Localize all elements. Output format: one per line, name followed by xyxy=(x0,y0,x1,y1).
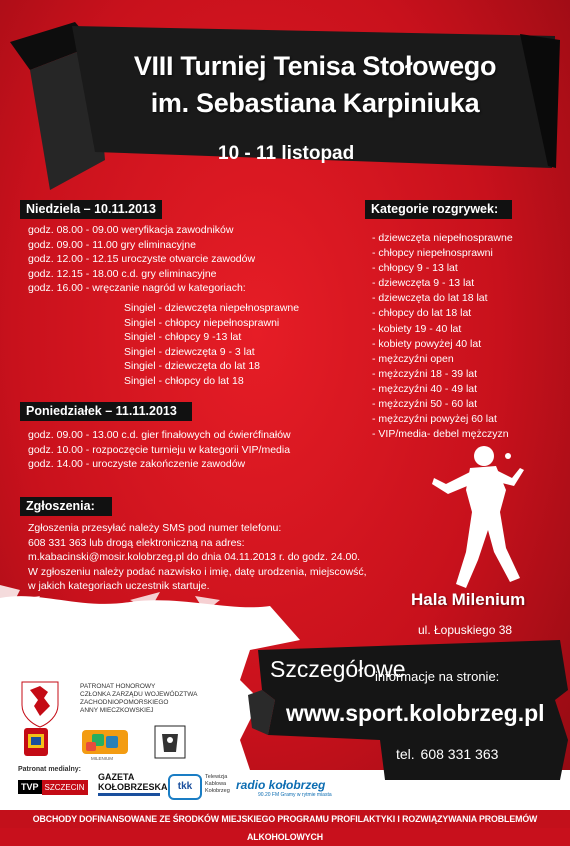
award-categories xyxy=(124,301,299,388)
category-item: - mężczyźni open xyxy=(372,352,454,365)
tvp-city: SZCZECIN xyxy=(42,780,88,795)
sunday-schedule xyxy=(28,223,255,296)
registration-line: W zgłoszeniu należy podać nazwisko i imię, datę urodzenia, miejscowść, xyxy=(28,565,367,578)
patronage-line: ZACHODNIOPOMORSKIEGO xyxy=(80,699,169,706)
award-item: Singiel - chłopcy niepełnosprawni xyxy=(124,316,280,329)
tkk-line: Kołobrzeg xyxy=(205,788,230,794)
venue-address: ul. Łopuskiego 38 xyxy=(418,623,513,637)
registration-line: Zgłoszenia przesyłać należy SMS pod numer telefonu: xyxy=(28,522,282,534)
event-date: 10 - 11 listopad xyxy=(218,143,355,164)
tel-number: 608 331 363 xyxy=(420,746,499,762)
schedule-item: godz. 12.00 - 12.15 uroczyste otwarcie zawodów xyxy=(28,253,256,265)
gazeta-line2: KOŁOBRZESKA xyxy=(98,782,168,792)
award-item: Singiel - dziewczęta do lat 18 xyxy=(124,360,260,372)
footer-banner: OBCHODY DOFINANSOWANE ZE ŚRODKÓW MIEJSKIEGO PROGRAMU PROFILAKTYKI I ROZWIĄZYWANIA PROBLEMÓW ALKOHOLOWYCH xyxy=(0,810,570,828)
kolobrzeg-coat-of-arms xyxy=(24,728,48,756)
gazeta-line1: GAZETA xyxy=(98,772,135,782)
tvp-brand: TVP xyxy=(18,780,42,794)
radio-kolobrzeg-logo: radio kołobrzeg xyxy=(236,778,326,792)
player-silhouette xyxy=(432,446,524,588)
registration-header: Zgłoszenia: xyxy=(20,497,112,516)
category-item: - VIP/media- debel mężczyzn xyxy=(372,428,509,441)
category-item: - kobiety 19 - 40 lat xyxy=(372,322,462,335)
registration-line: 608 331 363 lub drogą elektroniczną na adres: xyxy=(28,536,245,549)
milenium-label: MILENIUM xyxy=(91,756,114,761)
schedule-item: godz. 08.00 - 09.00 weryfikacja zawodników xyxy=(28,224,234,236)
patronage-line: PATRONAT HONOROWY xyxy=(80,683,156,690)
tvp-szczecin-logo xyxy=(18,778,88,796)
registration-line: w jakich kategoriach uczestnik startuje. xyxy=(28,580,210,592)
media-patronage-label: Patronat medialny: xyxy=(18,766,82,773)
award-item: Singiel - chłopcy do lat 18 xyxy=(124,374,244,387)
award-item: Singiel - dziewczęta niepełnosprawne xyxy=(124,302,300,314)
details-prefix: Szczegółowe xyxy=(270,656,406,682)
schedule-item: godz. 09.00 - 11.00 gry eliminacyjne xyxy=(28,238,196,251)
title-line-2: im. Sebastiana Karpiniuka xyxy=(150,88,480,118)
tkk-text xyxy=(205,774,230,795)
gazeta-kolobrzeska-logo xyxy=(98,772,168,792)
schedule-item: godz. 14.00 - uroczyste zakończenie zawodów xyxy=(28,458,246,470)
honorary-patronage xyxy=(80,683,230,715)
schedule-item: godz. 09.00 - 13.00 c.d. gier finałowych od ćwierćfinałów xyxy=(28,429,291,441)
award-item: Singiel - chłopcy 9 -13 lat xyxy=(124,331,242,343)
registration-text xyxy=(28,521,367,594)
category-item: - mężczyźni 50 - 60 lat xyxy=(372,398,478,411)
radio-tagline: 90.20 FM Gramy w rytmie miasta xyxy=(258,792,332,798)
schedule-item: godz. 16.00 - wręczanie nagród w kategoriach: xyxy=(28,282,246,294)
emblem-logo xyxy=(155,726,185,758)
tkk-logo: tkk xyxy=(168,774,202,800)
registration-line: m.kabacinski@mosir.kolobrzeg.pl do dnia 04.11.2013 r. do godz. 24.00. xyxy=(28,551,361,563)
category-item: - mężczyźni powyżej 60 lat xyxy=(372,413,497,426)
monday-schedule xyxy=(28,428,291,472)
category-item: - chłopcy niepełnosprawni xyxy=(372,247,493,260)
tkk-line: Telewizja xyxy=(205,774,228,780)
venue-name: Hala Milenium xyxy=(411,590,526,609)
website-link[interactable]: www.sport.kolobrzeg.pl xyxy=(286,700,545,726)
category-item: - dziewczęta do lat 18 lat xyxy=(372,292,488,305)
title-line-1: VIII Turniej Tenisa Stołowego xyxy=(133,51,497,81)
milenium-logo xyxy=(82,730,128,754)
category-item: - kobiety powyżej 40 lat xyxy=(372,337,482,350)
monday-header: Poniedziałek – 11.11.2013 xyxy=(20,402,192,421)
category-item: - mężczyźni 18 - 39 lat xyxy=(372,367,478,380)
categories-header: Kategorie rozgrywek: xyxy=(365,200,512,219)
category-item: - chłopcy do lat 18 lat xyxy=(372,307,472,320)
category-item: - chłopcy 9 - 13 lat xyxy=(372,262,458,275)
patronage-line: ANNY MIECZKOWSKIEJ xyxy=(80,707,154,714)
category-item: - mężczyźni 40 - 49 lat xyxy=(372,382,478,395)
schedule-item: godz. 12.15 - 18.00 c.d. gry eliminacyjne xyxy=(28,267,217,280)
gazeta-underline xyxy=(98,793,160,796)
phone-number xyxy=(396,741,498,765)
tkk-line: Kablowa xyxy=(205,781,227,787)
patronage-line: CZŁONKA ZARZĄDU WOJEWÓDZTWA xyxy=(80,691,198,698)
tel-label: tel. xyxy=(396,746,415,762)
schedule-item: godz. 10.00 - rozpoczęcie turnieju w kategorii VIP/media xyxy=(28,443,291,456)
details-suffix: informacje na stronie: xyxy=(375,669,500,684)
category-item: - dziewczęta niepełnosprawne xyxy=(372,232,513,244)
categories-list xyxy=(372,231,513,442)
category-item: - dziewczęta 9 - 13 lat xyxy=(372,277,475,290)
sunday-header: Niedziela – 10.11.2013 xyxy=(20,200,162,219)
award-item: Singiel - dziewczęta 9 - 3 lat xyxy=(124,345,255,358)
